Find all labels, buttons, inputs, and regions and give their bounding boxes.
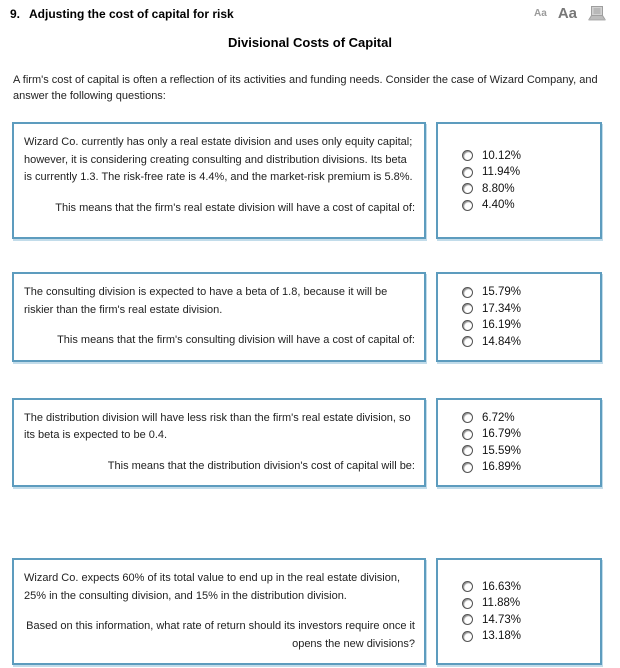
display-controls <box>534 6 606 21</box>
options-box-2 <box>436 272 602 362</box>
question-text: This means that the distribution division's cost of capital will be: <box>107 459 415 472</box>
option-label: 8.80% <box>482 182 515 195</box>
radio-button[interactable] <box>462 303 473 314</box>
question-text: Based on this information, what rate of return should its investors require once it opens the new divisions? <box>26 620 415 650</box>
answer-option[interactable] <box>462 317 596 334</box>
options-box-3 <box>436 398 602 488</box>
question-row-2 <box>12 272 603 362</box>
answer-option[interactable] <box>462 181 596 198</box>
answer-option[interactable] <box>462 300 596 317</box>
text-size-large-button[interactable]: Aa <box>557 5 577 22</box>
option-label: 13.18% <box>482 630 522 643</box>
answer-option[interactable] <box>462 579 596 596</box>
question-rows <box>0 122 620 665</box>
option-label: 16.63% <box>482 580 522 593</box>
answer-option[interactable] <box>462 595 596 612</box>
option-label: 15.59% <box>482 444 522 457</box>
question-text: This means that the firm's real estate division will have a cost of capital of: <box>55 201 415 214</box>
option-label: 15.79% <box>482 286 522 298</box>
question-prompt: Wizard Co. expects 60% of its total value to end up in the real estate division, 25% in the consulting division, and 15% in the distribution division. <box>24 572 401 602</box>
radio-button[interactable] <box>462 150 473 161</box>
top-bar <box>0 0 620 21</box>
radio-button[interactable] <box>462 445 473 456</box>
problem-title: Adjusting the cost of capital for risk <box>29 6 234 21</box>
answer-option[interactable] <box>462 197 596 214</box>
radio-button[interactable] <box>462 631 473 642</box>
radio-button[interactable] <box>462 200 473 211</box>
option-label: 11.88% <box>482 597 521 610</box>
radio-button[interactable] <box>462 287 473 298</box>
answer-option[interactable] <box>462 459 596 476</box>
answer-option[interactable] <box>462 148 596 165</box>
option-label: 11.94% <box>482 166 521 179</box>
question-row-1 <box>12 122 603 239</box>
radio-button[interactable] <box>462 598 473 609</box>
question-prompt: Wizard Co. currently has only a real estate division and uses only equity capital; however, it is considering creating consulting and distribution divisions. Its beta is currently 1.3. The risk-free rate is 4.4%, and the market-risk premium is 5.8%. <box>24 136 413 183</box>
question-prompt: The distribution division will have less risk than the firm's real estate division, so its beta is expected to be 0.4. <box>24 411 411 441</box>
option-label: 14.84% <box>482 335 522 348</box>
problem-heading <box>10 7 234 21</box>
radio-button[interactable] <box>462 614 473 625</box>
page-title: Divisional Costs of Capital <box>228 35 392 50</box>
answer-option[interactable] <box>462 426 596 443</box>
answer-option[interactable] <box>462 409 596 426</box>
answer-option[interactable] <box>462 164 596 181</box>
text-size-small-button[interactable]: Aa <box>534 7 547 19</box>
options-box-1 <box>436 122 602 239</box>
question-box-4 <box>12 558 426 665</box>
option-label: 10.12% <box>482 149 522 162</box>
option-label: 16.79% <box>482 428 522 440</box>
question-prompt: The consulting division is expected to have a beta of 1.8, because it will be riskier than the firm's real estate division. <box>24 286 388 316</box>
radio-button[interactable] <box>462 336 473 347</box>
radio-button[interactable] <box>462 412 473 423</box>
answer-option[interactable] <box>462 612 596 629</box>
option-label: 16.89% <box>482 461 522 473</box>
question-box-1 <box>12 122 426 239</box>
print-button[interactable] <box>588 6 606 21</box>
problem-number: 9. <box>10 6 21 21</box>
answer-option[interactable] <box>462 442 596 459</box>
question-row-3 <box>12 398 603 488</box>
radio-button[interactable] <box>462 320 473 331</box>
answer-option[interactable] <box>462 284 596 301</box>
question-text: This means that the firm's consulting division will have a cost of capital of: <box>57 334 415 346</box>
option-label: 16.19% <box>482 319 522 331</box>
options-box-4 <box>436 558 602 665</box>
option-label: 6.72% <box>482 411 515 424</box>
question-box-3 <box>12 398 426 488</box>
radio-button[interactable] <box>462 462 473 473</box>
radio-button[interactable] <box>462 429 473 440</box>
question-row-4 <box>12 558 603 665</box>
radio-button[interactable] <box>462 183 473 194</box>
radio-button[interactable] <box>462 581 473 592</box>
printer-icon <box>588 9 606 24</box>
option-label: 14.73% <box>482 613 522 626</box>
answer-option[interactable] <box>462 628 596 645</box>
option-label: 4.40% <box>482 199 515 212</box>
radio-button[interactable] <box>462 167 473 178</box>
question-box-2 <box>12 272 426 362</box>
answer-option[interactable] <box>462 333 596 350</box>
option-label: 17.34% <box>482 302 522 315</box>
intro-text: A firm's cost of capital is often a reflection of its activities and funding needs. Consider the case of Wizard Company, and answer the following questions: <box>13 74 598 102</box>
